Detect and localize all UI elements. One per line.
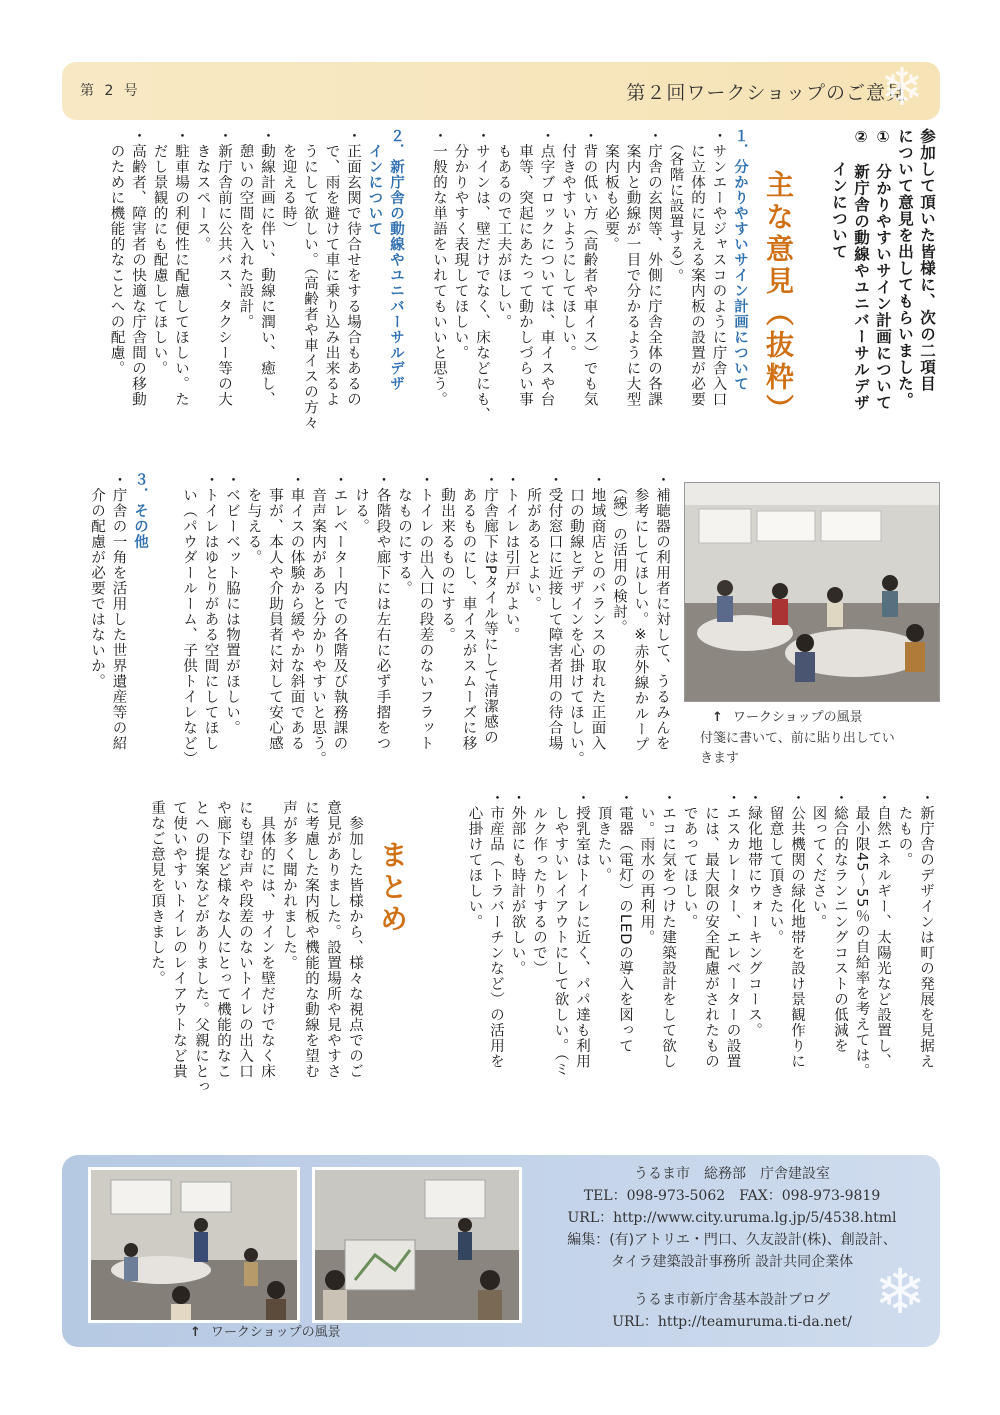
photo-1-caption-text: 付箋に書いて、前に貼り出してい きます: [700, 731, 895, 766]
tel-fax: TEL：098-973-5062 FAX：098-973-9819: [583, 1188, 881, 1204]
workshop-photo-2-image: [91, 1170, 297, 1320]
summary-heading: まとめ: [376, 840, 409, 936]
page-header: [62, 58, 940, 120]
section-low-block: ・新庁舎のデザインは町の発展を見据え たもの。 ・自然エネルギー、太陽光など設置し、 最小限45～55％の自給率を考えては。 ・総合的なランニングコストの低減を 図ってください。 ・公共機関の緑化地帯を設け景観作りに 留意して頂きたい。 ・緑化地帯にウォーキングコース。 ・エスカレーター、エレベーターの設置 には、最大限の安全配慮がされたもの であってほしい。 ・エコに気をつけた建築設計をして欲し い。雨水の再利用。 ・電器（電灯）のLEDの導入を図って 頂きたい。 ・授乳室はトイレに近く、パパ達も利用 しやすいレイアウトにして欲しい。（ミ ルク作ったりするので） ・外部にも時計が欲しい。 ・市産品（トラバーチンなど）の活用を 心掛けてほしい。: [466, 790, 934, 1079]
issue-number: 第 2 号: [80, 83, 141, 99]
workshop-photo-2: [88, 1167, 300, 1323]
contact-info: [532, 1163, 932, 1333]
section-2-block: ２．新庁舎の動線やユニバーサルデザ インについて ・正面玄関で待合せをする場合もあるの で、雨を避けて車に乗り込み出来るよ うにして欲しい。（高齢者や車イスの方々 を迎える時） ・動線計画に伴い、動線に潤い、癒し、 憩いの空間を入れた設計。 ・新庁舎前に公共バス、タクシー等の大 きなスペース。 ・駐車場の利便性に配慮してほしい。た だし景観的にも配慮してほしい。 ・高齢者、障害者の快適な庁舎間の移動 のために機能的なことへの配慮。: [84, 128, 406, 458]
department: うるま市 総務部 庁舎建設室: [634, 1166, 830, 1182]
workshop-photo-3-image: [315, 1170, 519, 1320]
workshop-photo-1: [684, 482, 940, 702]
photo-1-caption: ↑ ワークショップの風景: [712, 710, 863, 725]
workshop-photo-3: [312, 1167, 522, 1323]
section-3-title: ３．その他: [132, 472, 148, 550]
footer-panel: [62, 1155, 940, 1347]
blog-url-link[interactable]: URL：http://teamuruma.ti-da.net/: [612, 1314, 852, 1330]
snowflake-icon: ❄: [880, 58, 924, 118]
section-mid-block: ・補聴器の利用者に対して、うるみんを 参考にしてほしい。※赤外線かループ （線）の活用の検討。 ・地域商店とのバランスの取れた正面入 口の動線とデザインを心掛けてほしい。 ・受付窓口に近接して障害者用の待合場 所があるとよい。 ・トイレは引戸がよい。 ・庁舎廊下はPタイル等にして清潔感の あるものにし、車イスがスムーズに移 動出来るものにする。 ・トイレの出入口の段差のないフラット なものにする。 ・各階段や廊下には左右に必ず手摺をつ ける。 ・エレベーター内での各階及び執務課の 音声案内があると分かりやすいと思う。 ・車イスの体験から緩やかな斜面である 事が、本人や介助員者に対して安心感 を与える。 ・ベビーベット脇には物置がほしい。 ・トイレはゆとりがある空間にしてほし い（パウダールーム、子供トイレなど）: [181, 472, 670, 767]
section-1-title: １．分かりやすいサイン計画について: [732, 128, 748, 392]
section-heading-main: 主な意見（抜粋）: [762, 170, 795, 426]
blog-title: うるま市新庁舎基本設計ブログ: [634, 1292, 830, 1308]
section-3-block: ３．その他 ・庁舎の一角を活用した世界遺産等の紹 介の配慮が必要ではないか。: [84, 472, 150, 790]
page-title: 第２回ワークショップのご意見: [626, 82, 906, 104]
snowflake-icon: ❄: [874, 1255, 926, 1328]
section-2-title: ２．新庁舎の動線やユニバーサルデザ: [388, 128, 404, 392]
editor-line-1: 編集：(有)アトリエ・門口、久友設計(株)、創設計、: [567, 1232, 897, 1248]
arrow-up-icon: ↑: [712, 710, 723, 725]
section-1-block: １．分かりやすいサイン計画について ・サンエーやジャスコのように庁舎入口 に立体的に見える案内板の設置が必要 （各階に設置する）。 ・庁舎の玄関等、外側に庁舎全体の各課 案内と動線が一目で分かるように大型 案内板も必要。 ・背の低い方（高齢者や車イス）でも気 付きやすいようにしてほしい。 ・点字ブロックについては、車イスや台 車等、突起にあたって動かしづらい事 もあるので工夫がほしい。 ・サインは、壁だけでなく、床などにも、 分かりやすく表現してほしい。 ・一般的な単語をいれてもいいと思う。: [412, 128, 750, 458]
summary-text: 参加した皆様から、様々な視点でのご 意見がありました。設置場所や見やすさ に考慮した案内板や機能的な動線を望む 声が多く聞かれました。 具体的には、サインを壁だけでなく床 にも望む声や段差のないトイレの出入口 や廊下など様々な人にとって機能的なこ とへの提案などがありました。父親にとっ て使いやすいトイレのレイアウトなど貴 重なご意見を頂きました。: [149, 800, 363, 1095]
city-url-link[interactable]: URL：http://www.city.uruma.lg.jp/5/4538.html: [567, 1210, 897, 1226]
arrow-up-icon: ↑: [190, 1325, 201, 1340]
intro-text: 参加して頂いた皆様に、次の二項目 について意見を出してもらいました。 ① 分かりやすいサイン計画について ② 新庁舎の動線やユニバーサルデザ インについて: [830, 128, 936, 411]
editor-line-2: タイラ建築設計事務所 設計共同企業体: [610, 1254, 854, 1270]
workshop-photo-1-image: [685, 483, 939, 701]
footer-photo-caption: ↑ ワークショップの風景: [190, 1325, 341, 1340]
